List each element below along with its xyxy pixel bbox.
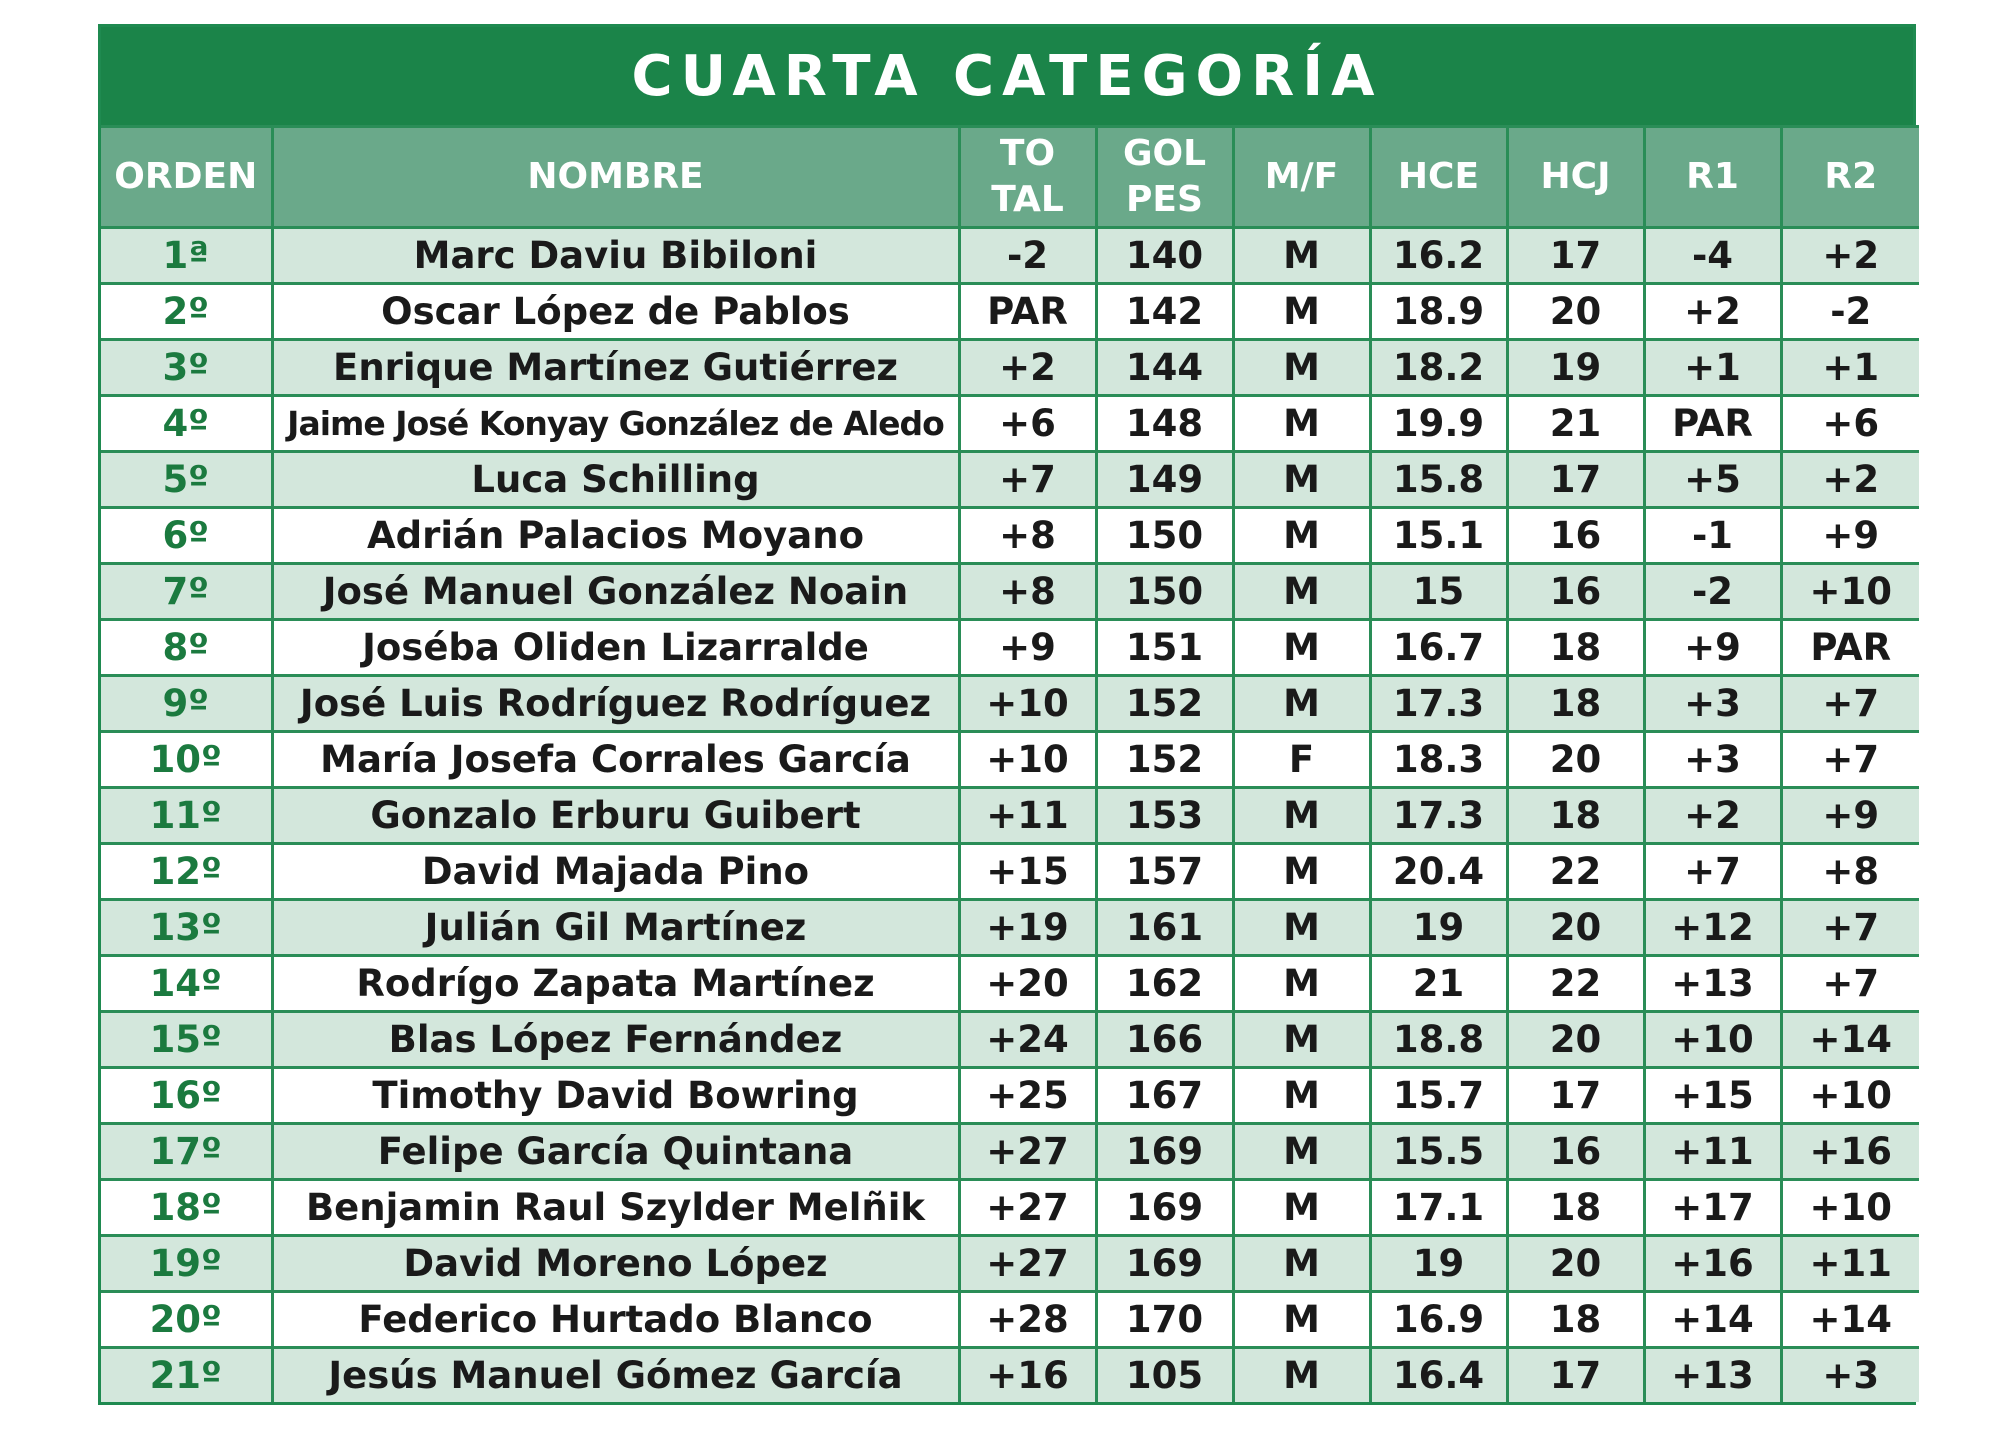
cell-total: +11 [959, 788, 1096, 844]
cell-hcj: 16 [1507, 508, 1644, 564]
cell-total: +27 [959, 1124, 1096, 1180]
column-header-r1-line: R1 [1686, 156, 1739, 197]
cell-mf: M [1233, 1012, 1370, 1068]
cell-total: +20 [959, 956, 1096, 1012]
cell-total: +27 [959, 1236, 1096, 1292]
cell-hce: 15 [1370, 564, 1507, 620]
table-row [101, 676, 1919, 732]
cell-r1: +17 [1644, 1180, 1781, 1236]
cell-r2: +8 [1781, 844, 1919, 900]
cell-nombre: Rodrígo Zapata Martínez [272, 956, 959, 1012]
cell-nombre: Benjamin Raul Szylder Melñik [272, 1180, 959, 1236]
cell-mf: M [1233, 844, 1370, 900]
table-body [101, 228, 1919, 1403]
cell-orden: 21º [101, 1348, 272, 1403]
table-row [101, 844, 1919, 900]
cell-r2: +10 [1781, 1180, 1919, 1236]
table-row [101, 1012, 1919, 1068]
cell-r2: +6 [1781, 396, 1919, 452]
column-header-hce [1370, 127, 1507, 228]
cell-hce: 18.9 [1370, 284, 1507, 340]
cell-r2: +10 [1781, 564, 1919, 620]
cell-total: +25 [959, 1068, 1096, 1124]
cell-r1: -1 [1644, 508, 1781, 564]
cell-mf: M [1233, 676, 1370, 732]
cell-hce: 19.9 [1370, 396, 1507, 452]
cell-hce: 20.4 [1370, 844, 1507, 900]
cell-nombre: Oscar López de Pablos [272, 284, 959, 340]
cell-nombre: Jaime José Konyay González de Aledo [272, 396, 959, 452]
cell-nombre: Timothy David Bowring [272, 1068, 959, 1124]
cell-nombre: Blas López Fernández [272, 1012, 959, 1068]
column-header-golpes-line: GOL [1122, 133, 1207, 174]
column-header-hce-line: HCE [1397, 156, 1480, 197]
table-row [101, 1348, 1919, 1403]
cell-nombre: Gonzalo Erburu Guibert [272, 788, 959, 844]
cell-mf: M [1233, 396, 1370, 452]
cell-golpes: 162 [1096, 956, 1233, 1012]
cell-mf: M [1233, 788, 1370, 844]
cell-r1: +12 [1644, 900, 1781, 956]
cell-total: +16 [959, 1348, 1096, 1403]
cell-hce: 15.7 [1370, 1068, 1507, 1124]
cell-hce: 16.9 [1370, 1292, 1507, 1348]
cell-nombre: David Majada Pino [272, 844, 959, 900]
cell-golpes: 170 [1096, 1292, 1233, 1348]
cell-total: +10 [959, 676, 1096, 732]
cell-total: +2 [959, 340, 1096, 396]
column-header-r2-line: R2 [1824, 156, 1878, 197]
cell-total: +6 [959, 396, 1096, 452]
results-board [98, 24, 1916, 1405]
cell-hce: 15.8 [1370, 452, 1507, 508]
cell-hcj: 18 [1507, 788, 1644, 844]
cell-mf: M [1233, 1068, 1370, 1124]
cell-hcj: 17 [1507, 1348, 1644, 1403]
cell-golpes: 151 [1096, 620, 1233, 676]
cell-orden: 9º [101, 676, 272, 732]
cell-golpes: 161 [1096, 900, 1233, 956]
cell-r2: +3 [1781, 1348, 1919, 1403]
cell-golpes: 142 [1096, 284, 1233, 340]
table-row [101, 228, 1919, 284]
column-header-r2 [1781, 127, 1919, 228]
cell-r1: +16 [1644, 1236, 1781, 1292]
column-header-total-line: TAL [991, 179, 1064, 220]
cell-hce: 17.3 [1370, 676, 1507, 732]
category-title: CUARTA CATEGORÍA [101, 27, 1913, 125]
cell-total: +8 [959, 564, 1096, 620]
cell-mf: M [1233, 284, 1370, 340]
cell-golpes: 169 [1096, 1124, 1233, 1180]
cell-orden: 12º [101, 844, 272, 900]
column-header-hcj-line: HCJ [1540, 156, 1611, 197]
cell-golpes: 140 [1096, 228, 1233, 284]
cell-hce: 18.3 [1370, 732, 1507, 788]
cell-golpes: 152 [1096, 676, 1233, 732]
table-row [101, 1236, 1919, 1292]
cell-r1: +11 [1644, 1124, 1781, 1180]
cell-mf: M [1233, 1180, 1370, 1236]
cell-hce: 17.1 [1370, 1180, 1507, 1236]
cell-r1: +3 [1644, 676, 1781, 732]
cell-hcj: 22 [1507, 956, 1644, 1012]
cell-hce: 19 [1370, 900, 1507, 956]
cell-golpes: 169 [1096, 1180, 1233, 1236]
cell-nombre: Felipe García Quintana [272, 1124, 959, 1180]
cell-r1: +5 [1644, 452, 1781, 508]
cell-total: +7 [959, 452, 1096, 508]
cell-r2: -2 [1781, 284, 1919, 340]
cell-golpes: 169 [1096, 1236, 1233, 1292]
cell-mf: M [1233, 620, 1370, 676]
cell-hcj: 20 [1507, 284, 1644, 340]
cell-r2: +11 [1781, 1236, 1919, 1292]
cell-total: +24 [959, 1012, 1096, 1068]
cell-total: +28 [959, 1292, 1096, 1348]
cell-hce: 16.2 [1370, 228, 1507, 284]
cell-r1: +3 [1644, 732, 1781, 788]
cell-orden: 7º [101, 564, 272, 620]
cell-r2: +14 [1781, 1292, 1919, 1348]
cell-orden: 4º [101, 396, 272, 452]
cell-r1: PAR [1644, 396, 1781, 452]
cell-hcj: 18 [1507, 620, 1644, 676]
cell-golpes: 166 [1096, 1012, 1233, 1068]
cell-orden: 6º [101, 508, 272, 564]
cell-golpes: 150 [1096, 564, 1233, 620]
cell-nombre: David Moreno López [272, 1236, 959, 1292]
cell-r1: -2 [1644, 564, 1781, 620]
table-row [101, 1124, 1919, 1180]
cell-r2: +2 [1781, 228, 1919, 284]
cell-r1: +1 [1644, 340, 1781, 396]
cell-r2: PAR [1781, 620, 1919, 676]
column-header-mf [1233, 127, 1370, 228]
cell-hcj: 20 [1507, 1236, 1644, 1292]
cell-hcj: 22 [1507, 844, 1644, 900]
cell-mf: M [1233, 564, 1370, 620]
cell-hcj: 19 [1507, 340, 1644, 396]
cell-golpes: 157 [1096, 844, 1233, 900]
cell-r2: +7 [1781, 732, 1919, 788]
cell-hce: 21 [1370, 956, 1507, 1012]
cell-mf: M [1233, 900, 1370, 956]
cell-nombre: José Luis Rodríguez Rodríguez [272, 676, 959, 732]
cell-hcj: 17 [1507, 228, 1644, 284]
cell-orden: 19º [101, 1236, 272, 1292]
cell-r2: +1 [1781, 340, 1919, 396]
cell-mf: M [1233, 1292, 1370, 1348]
cell-nombre: Julián Gil Martínez [272, 900, 959, 956]
cell-orden: 10º [101, 732, 272, 788]
cell-orden: 14º [101, 956, 272, 1012]
cell-golpes: 152 [1096, 732, 1233, 788]
table-row [101, 396, 1919, 452]
cell-total: -2 [959, 228, 1096, 284]
cell-total: +27 [959, 1180, 1096, 1236]
cell-r2: +2 [1781, 452, 1919, 508]
column-header-nombre-line: NOMBRE [527, 156, 704, 197]
cell-golpes: 167 [1096, 1068, 1233, 1124]
cell-r2: +9 [1781, 788, 1919, 844]
cell-hce: 19 [1370, 1236, 1507, 1292]
cell-orden: 2º [101, 284, 272, 340]
cell-golpes: 149 [1096, 452, 1233, 508]
cell-r1: +2 [1644, 788, 1781, 844]
cell-hcj: 16 [1507, 1124, 1644, 1180]
table-row [101, 788, 1919, 844]
cell-mf: F [1233, 732, 1370, 788]
cell-r1: +13 [1644, 956, 1781, 1012]
cell-r1: -4 [1644, 228, 1781, 284]
results-table [101, 125, 1919, 1402]
cell-orden: 5º [101, 452, 272, 508]
cell-r2: +7 [1781, 900, 1919, 956]
header-row [101, 127, 1919, 228]
cell-hcj: 20 [1507, 900, 1644, 956]
cell-r2: +9 [1781, 508, 1919, 564]
cell-r2: +16 [1781, 1124, 1919, 1180]
cell-r1: +10 [1644, 1012, 1781, 1068]
cell-hce: 15.5 [1370, 1124, 1507, 1180]
cell-r2: +10 [1781, 1068, 1919, 1124]
cell-orden: 11º [101, 788, 272, 844]
cell-hcj: 21 [1507, 396, 1644, 452]
cell-hcj: 18 [1507, 676, 1644, 732]
table-row [101, 340, 1919, 396]
cell-r1: +2 [1644, 284, 1781, 340]
cell-orden: 16º [101, 1068, 272, 1124]
cell-golpes: 144 [1096, 340, 1233, 396]
cell-nombre: Luca Schilling [272, 452, 959, 508]
cell-orden: 8º [101, 620, 272, 676]
cell-hce: 17.3 [1370, 788, 1507, 844]
table-row [101, 900, 1919, 956]
column-header-total [959, 127, 1096, 228]
table-row [101, 732, 1919, 788]
cell-total: PAR [959, 284, 1096, 340]
cell-total: +15 [959, 844, 1096, 900]
cell-nombre: Enrique Martínez Gutiérrez [272, 340, 959, 396]
cell-total: +8 [959, 508, 1096, 564]
cell-hcj: 18 [1507, 1292, 1644, 1348]
column-header-golpes [1096, 127, 1233, 228]
cell-mf: M [1233, 1348, 1370, 1403]
column-header-mf-line: M/F [1264, 156, 1339, 197]
cell-r1: +13 [1644, 1348, 1781, 1403]
table-row [101, 1292, 1919, 1348]
cell-nombre: José Manuel González Noain [272, 564, 959, 620]
cell-r2: +7 [1781, 676, 1919, 732]
cell-orden: 1ª [101, 228, 272, 284]
cell-hce: 18.8 [1370, 1012, 1507, 1068]
column-header-orden-line: ORDEN [114, 156, 258, 197]
cell-r2: +7 [1781, 956, 1919, 1012]
table-row [101, 508, 1919, 564]
column-header-r1 [1644, 127, 1781, 228]
table-row [101, 1068, 1919, 1124]
cell-hcj: 20 [1507, 732, 1644, 788]
cell-hcj: 20 [1507, 1012, 1644, 1068]
cell-orden: 17º [101, 1124, 272, 1180]
cell-golpes: 153 [1096, 788, 1233, 844]
cell-golpes: 148 [1096, 396, 1233, 452]
cell-nombre: Joséba Oliden Lizarralde [272, 620, 959, 676]
table-row [101, 620, 1919, 676]
cell-hcj: 16 [1507, 564, 1644, 620]
cell-r2: +14 [1781, 1012, 1919, 1068]
table-row [101, 284, 1919, 340]
table-row [101, 452, 1919, 508]
cell-hcj: 17 [1507, 1068, 1644, 1124]
cell-mf: M [1233, 1124, 1370, 1180]
cell-orden: 20º [101, 1292, 272, 1348]
column-header-hcj [1507, 127, 1644, 228]
cell-mf: M [1233, 1236, 1370, 1292]
cell-total: +10 [959, 732, 1096, 788]
cell-r1: +7 [1644, 844, 1781, 900]
column-header-golpes-line: PES [1126, 179, 1203, 220]
cell-nombre: Jesús Manuel Gómez García [272, 1348, 959, 1403]
table-row [101, 956, 1919, 1012]
cell-hce: 16.4 [1370, 1348, 1507, 1403]
cell-hcj: 18 [1507, 1180, 1644, 1236]
column-header-nombre [272, 127, 959, 228]
cell-mf: M [1233, 508, 1370, 564]
cell-nombre: Marc Daviu Bibiloni [272, 228, 959, 284]
cell-hce: 18.2 [1370, 340, 1507, 396]
cell-total: +9 [959, 620, 1096, 676]
cell-hce: 15.1 [1370, 508, 1507, 564]
cell-golpes: 105 [1096, 1348, 1233, 1403]
cell-nombre: Adrián Palacios Moyano [272, 508, 959, 564]
cell-orden: 15º [101, 1012, 272, 1068]
cell-orden: 13º [101, 900, 272, 956]
cell-nombre: María Josefa Corrales García [272, 732, 959, 788]
cell-r1: +9 [1644, 620, 1781, 676]
cell-mf: M [1233, 228, 1370, 284]
cell-r1: +14 [1644, 1292, 1781, 1348]
column-header-orden [101, 127, 272, 228]
cell-mf: M [1233, 956, 1370, 1012]
cell-mf: M [1233, 452, 1370, 508]
cell-golpes: 150 [1096, 508, 1233, 564]
cell-total: +19 [959, 900, 1096, 956]
table-row [101, 564, 1919, 620]
cell-r1: +15 [1644, 1068, 1781, 1124]
cell-hcj: 17 [1507, 452, 1644, 508]
cell-mf: M [1233, 340, 1370, 396]
cell-orden: 18º [101, 1180, 272, 1236]
cell-hce: 16.7 [1370, 620, 1507, 676]
cell-orden: 3º [101, 340, 272, 396]
column-header-total-line: TO [999, 133, 1056, 174]
cell-nombre: Federico Hurtado Blanco [272, 1292, 959, 1348]
table-row [101, 1180, 1919, 1236]
